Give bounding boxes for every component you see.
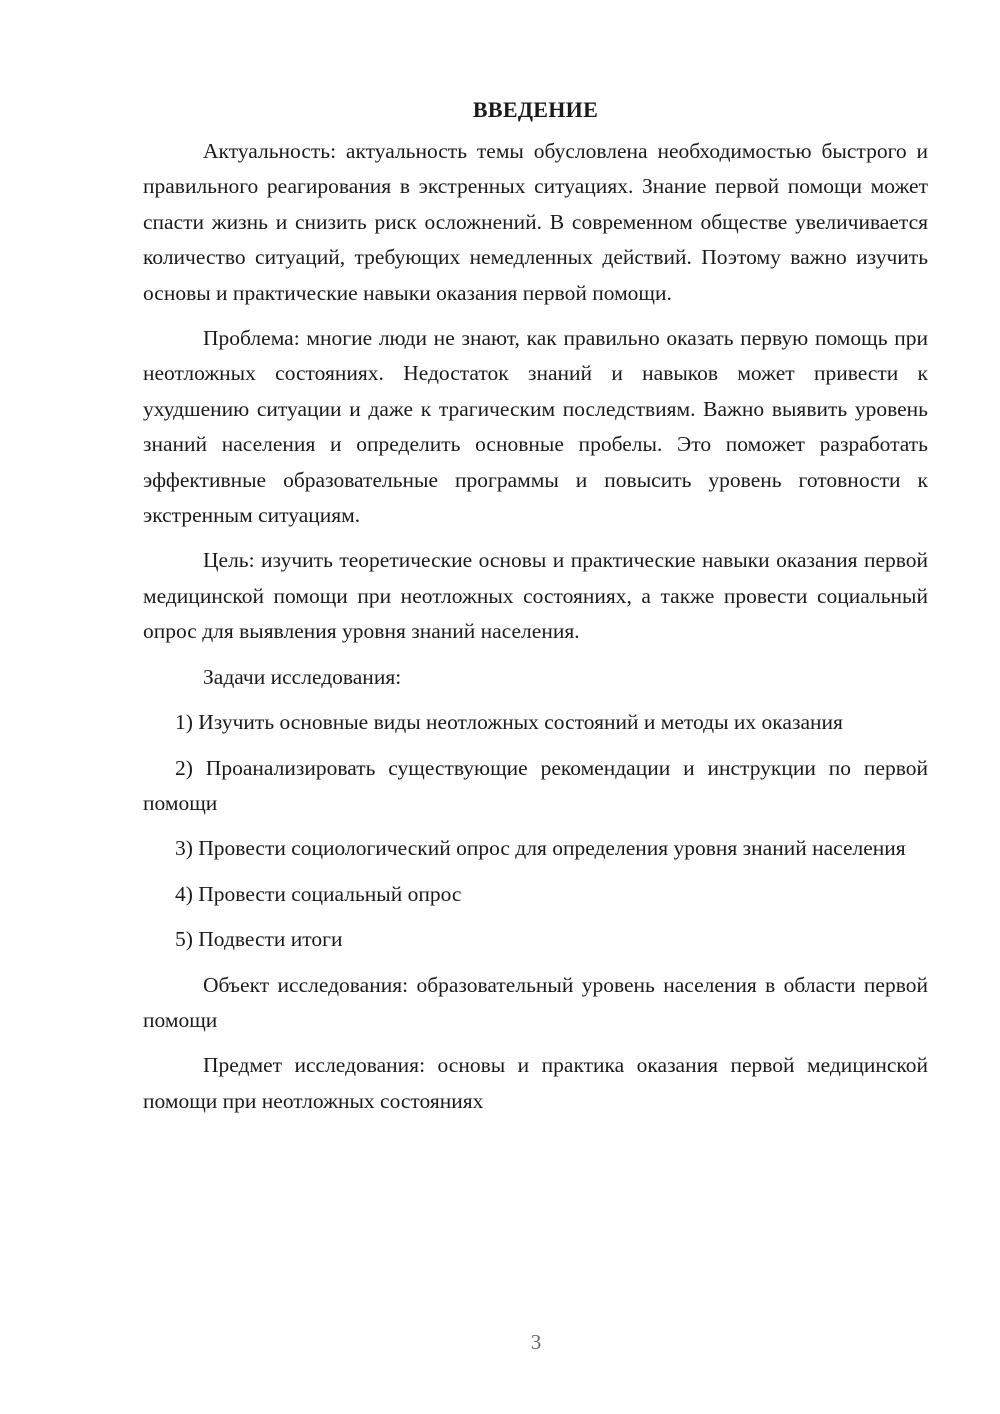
paragraph-problem: Проблема: многие люди не знают, как правильно оказать первую помощь при неотложных состояниях. Недостаток знаний и навыков может привести к ухудшению ситуации и даже к трагическим последствиям. Важно выявить уровень знаний населения и определить основные пробелы. Это поможет разработать эффективные образовательные программы и повысить уровень готовности к экстренным ситуациям. (143, 326, 928, 528)
paragraph-goal: Цель: изучить теоретические основы и практические навыки оказания первой медицинской помощи при неотложных состояниях, а также провести социальный опрос для выявления уровня знаний населения. (143, 548, 928, 644)
section-title: ВВЕДЕНИЕ (472, 97, 599, 122)
page-number: 3 (530, 1330, 542, 1354)
paragraph-subject: Предмет исследования: основы и практика оказания первой медицинской помощи при неотложных состояниях (143, 1053, 928, 1113)
task-item-4: 4) Провести социальный опрос (175, 881, 462, 906)
task-item-2: 2) Проанализировать существующие рекомендации и инструкции по первой помощи (143, 755, 928, 815)
task-item-5: 5) Подвести итоги (175, 927, 343, 952)
task-item-1: 1) Изучить основные виды неотложных состояний и методы их оказания (175, 710, 843, 735)
tasks-list (143, 705, 928, 957)
document-page (143, 90, 928, 1129)
task-item-3: 3) Провести социологический опрос для определения уровня знаний населения (175, 836, 906, 861)
paragraph-relevance: Актуальность: актуальность темы обусловлена необходимостью быстрого и правильного реагирования в экстренных ситуациях. Знание первой помощи может спасти жизнь и снизить риск осложнений. В современном обществе увеличивается количество ситуаций, требующих немедленных действий. Поэтому важно изучить основы и практические навыки оказания первой помощи. (143, 139, 928, 305)
tasks-heading: Задачи исследования: (203, 664, 402, 689)
paragraph-object: Объект исследования: образовательный уровень населения в области первой помощи (143, 972, 928, 1032)
